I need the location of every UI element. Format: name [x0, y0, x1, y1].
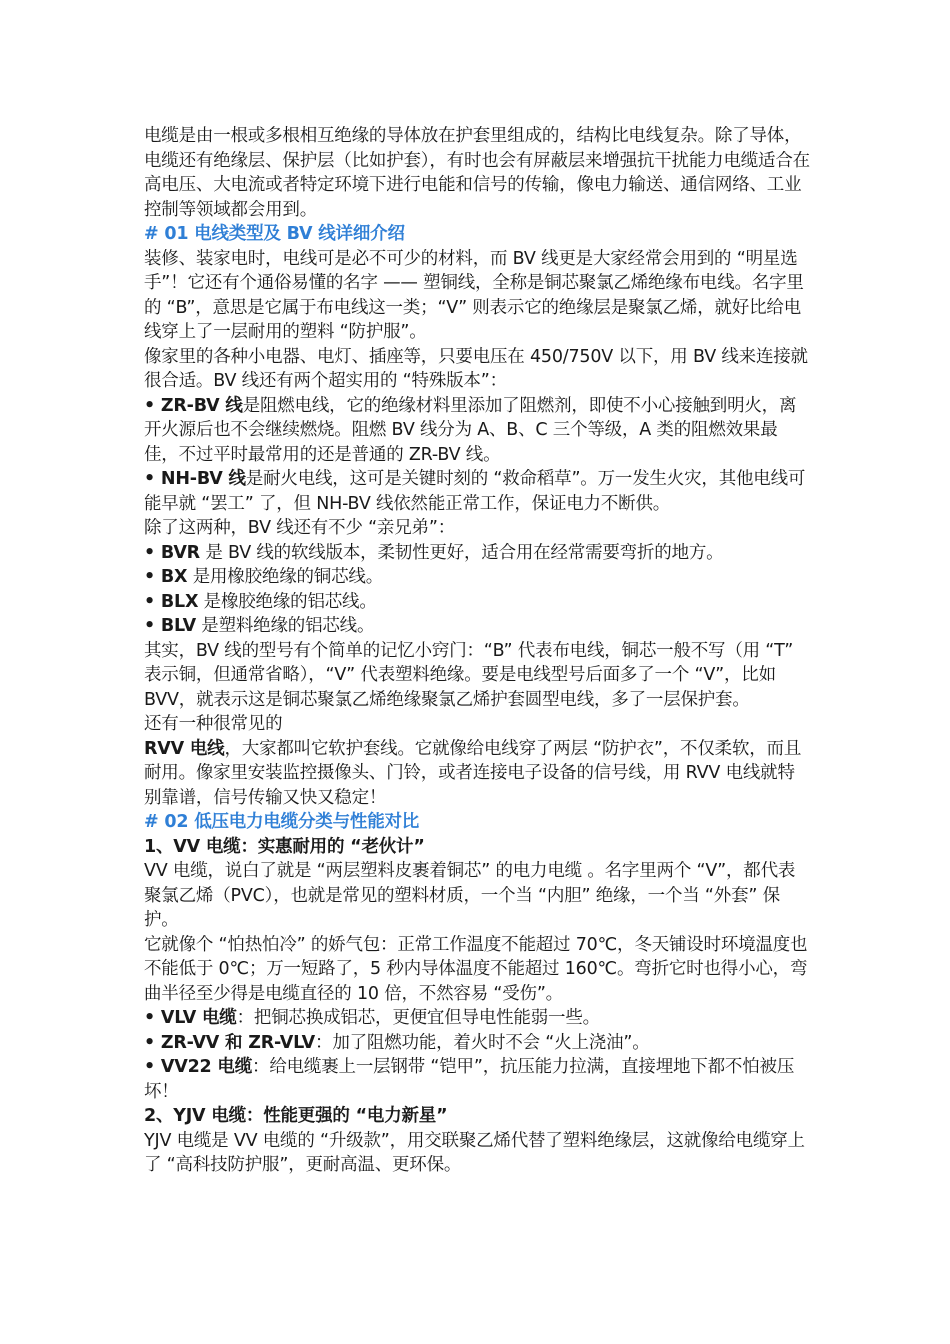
paragraph: 像家里的各种小电器、电灯、插座等，只要电压在 450/750V 以下，用 BV 线来连接就很合适。BV 线还有两个超实用的 “特殊版本”：	[144, 346, 808, 391]
paragraph: 它就像个 “怕热怕冷” 的娇气包：正常工作温度不能超过 70℃，冬天铺设时环境温度也不能低于 0℃；万一短路了，5 秒内导体温度不能超过 160℃。弯折它时也得小心，弯曲半径至少得是电缆直径的 10 倍，不然容易 “受伤”。	[144, 934, 808, 1004]
bullet-text: 是塑料绝缘的铝芯线。	[195, 616, 375, 636]
bullet-text: 是橡胶绝缘的铝芯线。	[198, 591, 377, 612]
section-heading-02: # 02 低压电力电缆分类与性能对比	[144, 812, 420, 832]
bullet-term: • ZR-BV 线	[144, 395, 243, 416]
bullet-term: • ZR-VV 和 ZR-VLV	[144, 1032, 316, 1053]
paragraph-text: ，大家都叫它软护套线。它就像给电线穿了两层 “防护衣”，不仅柔软，而且耐用。像家里安装监控摄像头、门铃，或者连接电子设备的信号线，用 RVV 电线就特别靠谱，信号传输又快又稳定！	[144, 738, 802, 808]
paragraph: 其实，BV 线的型号有个简单的记忆小窍门：“B” 代表布电线，铜芯一般不写（用 “T” 表示铜，但通常省略），“V” 代表塑料绝缘。要是电线型号后面多了一个 “V”，比如 BVV，就表示这是铜芯聚氯乙烯绝缘聚氯乙烯护套圆型电线，多了一层保护套。	[144, 640, 794, 710]
bullet-term: • BLV	[144, 616, 196, 636]
bullet-term: • VLV 电缆	[144, 1008, 237, 1028]
paragraph: VV 电缆，说白了就是 “两层塑料皮裹着铜芯” 的电力电缆 。名字里两个 “V”，都代表聚氯乙烯（PVC），也就是常见的塑料材质，一个当 “内胆” 绝缘，一个当 “外套” 保护。	[144, 861, 796, 930]
bullet-term: • BX	[144, 567, 188, 587]
bullet-text: 是阻燃电线，它的绝缘材料里添加了阻燃剂，即使不小心接触到明火，离开火源后也不会继续燃烧。阻燃 BV 线分为 A、B、C 三个等级，A 类的阻燃效果最佳，不过平时最常用的还是普通的 ZR-BV 线。	[144, 395, 797, 465]
bullet-item	[144, 614, 812, 639]
bullet-item	[144, 467, 812, 516]
section-heading-01: # 01 电线类型及 BV 线详细介绍	[144, 224, 405, 244]
bullet-item	[144, 1031, 812, 1056]
paragraph: 除了这两种，BV 线还有不少 “亲兄弟”：	[144, 518, 455, 538]
paragraph-intro: 电缆是由一根或多根相互绝缘的导体放在护套里组成的，结构比电线复杂。除了导体，电缆还有绝缘层、保护层（比如护套），有时也会有屏蔽层来增强抗干扰能力电缆适合在高电压、大电流或者特定环境下进行电能和信号的传输，像电力输送、通信网络、工业控制等领域都会用到。	[144, 126, 810, 220]
bullet-item	[144, 590, 812, 615]
bullet-text: 是 BV 线的软线版本，柔韧性更好，适合用在经常需要弯折的地方。	[199, 542, 724, 563]
subheading-vv: 1、VV 电缆：实惠耐用的 “老伙计”	[144, 836, 425, 857]
subheading-yjv: 2、YJV 电缆：性能更强的 “电力新星”	[144, 1106, 448, 1126]
bold-term: RVV 电线	[144, 738, 225, 759]
bullet-text: ：加了阻燃功能，着火时不会 “火上浇油”。	[315, 1032, 650, 1053]
bullet-item	[144, 565, 812, 590]
bullet-term: • BVR	[144, 542, 200, 563]
bullet-term: • VV22 电缆	[144, 1057, 253, 1077]
paragraph: YJV 电缆是 VV 电缆的 “升级款”，用交联聚乙烯代替了塑料绝缘层，这就像给电缆穿上了 “高科技防护服”，更耐高温、更环保。	[144, 1130, 805, 1175]
bullet-text: 是耐火电线，这可是关键时刻的 “救命稻草”。万一发生火灾，其他电线可能早就 “罢工” 了，但 NH-BV 线依然能正常工作，保证电力不断供。	[144, 469, 806, 514]
bullet-text: ：把铜芯换成铝芯，更便宜但导电性能弱一些。	[236, 1008, 600, 1028]
bullet-item	[144, 1055, 812, 1104]
bullet-text: 是用橡胶绝缘的铜芯线。	[187, 567, 383, 587]
bullet-item	[144, 1006, 812, 1031]
bullet-item	[144, 541, 812, 566]
bullet-text: ：给电缆裹上一层钢带 “铠甲”，抗压能力拉满，直接埋地下都不怕被压坏！	[144, 1057, 795, 1102]
bullet-term: • BLX	[144, 591, 199, 612]
paragraph-rvv	[144, 737, 812, 811]
bullet-item	[144, 394, 812, 468]
document-body	[144, 124, 812, 1178]
paragraph: 还有一种很常见的	[144, 714, 283, 734]
bullet-term: • NH-BV 线	[144, 469, 246, 489]
paragraph: 装修、装家电时，电线可是必不可少的材料，而 BV 线更是大家经常会用到的 “明星选手”！它还有个通俗易懂的名字 —— 塑铜线，全称是铜芯聚氯乙烯绝缘布电线。名字里的 “B”，意思是它属于布电线这一类；“V” 则表示它的绝缘层是聚氯乙烯，就好比给电线穿上了一层耐用的塑料 “防护服”。	[144, 248, 804, 342]
